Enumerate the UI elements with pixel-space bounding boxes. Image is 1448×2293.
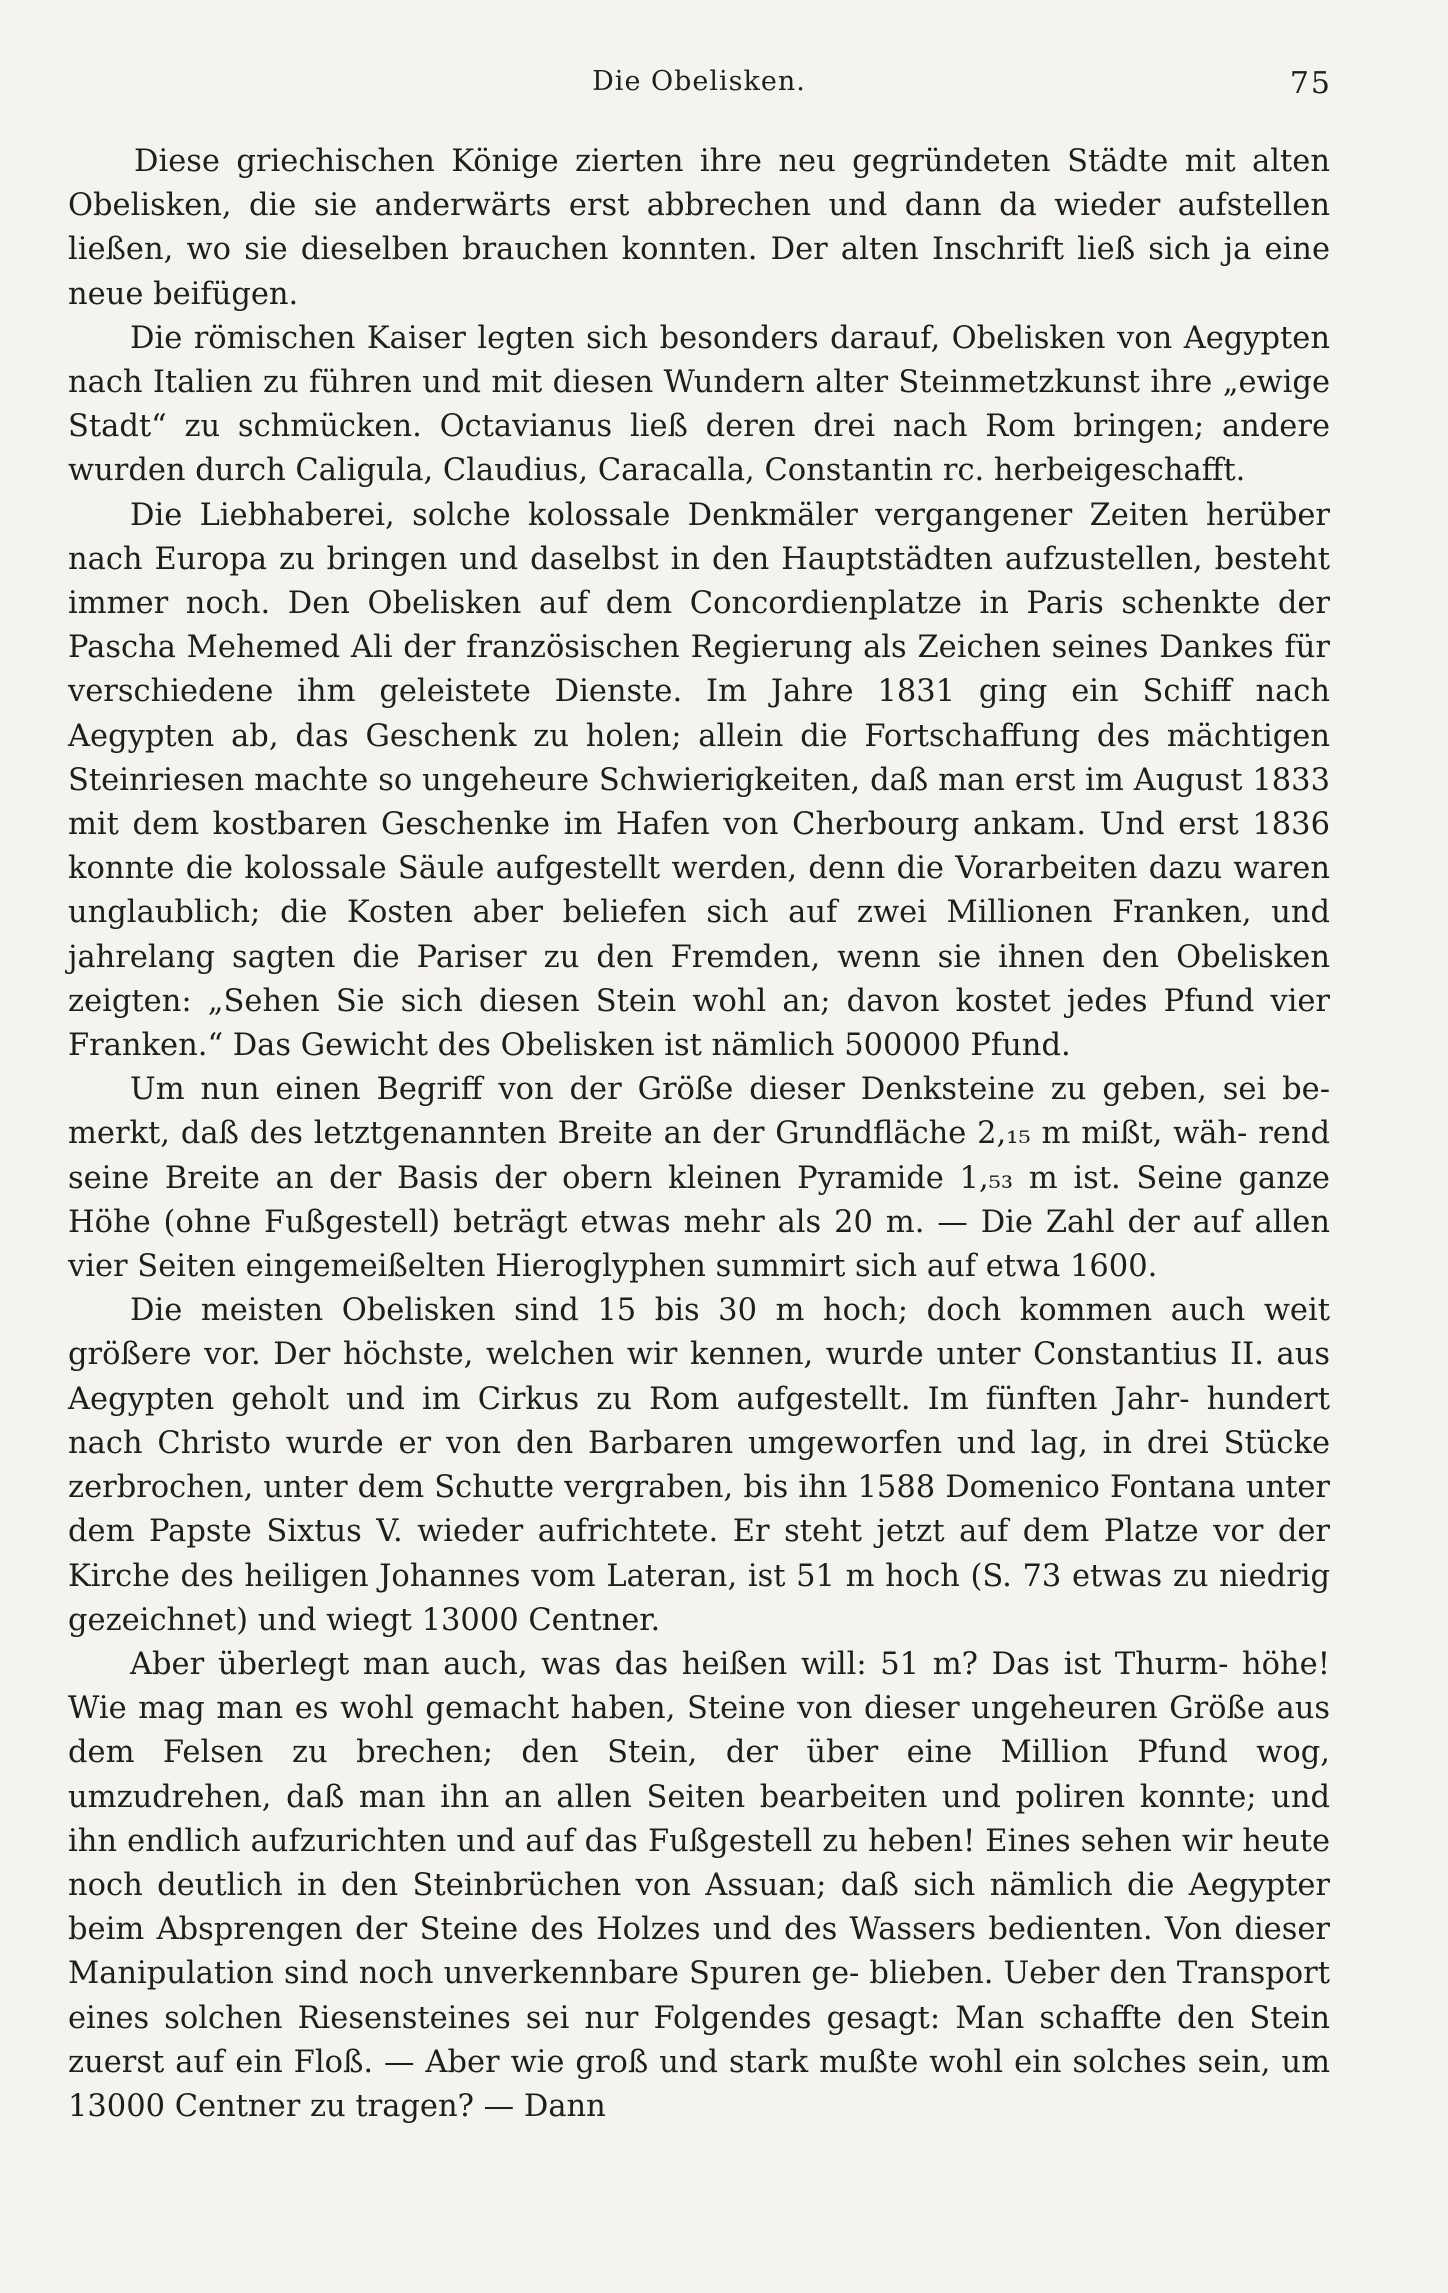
paragraph-roman-emperors: Die römischen Kaiser legten sich besonders darauf, Obelisken von Aegypten nach Italien zu führen und mit diesen Wundern alter Steinmetzkunst ihre „ewige Stadt“ zu schmücken. Octavianus ließ deren drei nach Rom bringen; andere wurden durch Caligula, Claudius, Caracalla, Constantin rc. herbeigeschafft.: [68, 320, 1330, 489]
paragraph-transport: Aber überlegt man auch, was das heißen will: 51 m? Das ist Thurm- höhe! Wie mag man es wohl gemacht haben, Steine von dieser ungeheuren Größe aus dem Felsen zu brechen; den Stein, der über eine Million Pfund wog, umzudrehen, daß man ihn an allen Seiten bearbeiten und poliren konnte; und ihn endlich aufzurichten und auf das Fußgestell zu heben! Eines sehen wir heute noch deutlich in den Steinbrüchen von Assuan; daß sich nämlich die Aegypter beim Absprengen der Steine des Holzes und des Wassers bedienten. Von dieser Manipulation sind noch unverkennbare Spuren ge- blieben. Ueber den Transport eines solchen Riesensteines sei nur Folgendes gesagt: Man schaffte den Stein zuerst auf ein Floß. — Aber wie groß und stark mußte wohl ein solches sein, um 13000 Centner zu tragen? — Dann: [68, 1646, 1330, 2124]
paragraph-dimensions: Um nun einen Begriff von der Größe dieser Denksteine zu geben, sei be- merkt, daß des letztgenannten Breite an der Grundfläche 2,₁₅ m mißt, wäh- rend seine Breite an der Basis der obern kleinen Pyramide 1,₅₃ m ist. Seine ganze Höhe (ohne Fußgestell) beträgt etwas mehr als 20 m. — Die Zahl der auf allen vier Seiten eingemeißelten Hieroglyphen summirt sich auf etwa 1600.: [68, 1072, 1330, 1285]
paragraph-lateran-obelisk: Die meisten Obelisken sind 15 bis 30 m hoch; doch kommen auch weit größere vor. Der höchste, welchen wir kennen, wurde unter Constantius II. aus Aegypten geholt und im Cirkus zu Rom aufgestellt. Im fünften Jahr- hundert nach Christo wurde er von den Barbaren umgeworfen und lag, in drei Stücke zerbrochen, unter dem Schutte vergraben, bis ihn 1588 Domenico Fontana unter dem Papste Sixtus V. wieder aufrichtete. Er steht jetzt auf dem Platze vor der Kirche des heiligen Johannes vom Lateran, ist 51 m hoch (S. 73 etwas zu niedrig gezeichnet) und wiegt 13000 Centner.: [68, 1293, 1330, 1638]
running-head: [66, 66, 1332, 106]
paragraph-paris-obelisk: Die Liebhaberei, solche kolossale Denkmäler vergangener Zeiten herüber nach Europa zu bringen und daselbst in den Hauptstädten aufzustellen, besteht immer noch. Den Obelisken auf dem Concordienplatze in Paris schenkte der Pascha Mehemed Ali der französischen Regierung als Zeichen seines Dankes für verschiedene ihm geleistete Dienste. Im Jahre 1831 ging ein Schiff nach Aegypten ab, das Geschenk zu holen; allein die Fortschaffung des mächtigen Steinriesen machte so ungeheure Schwierigkeiten, daß man erst im August 1833 mit dem kostbaren Geschenke im Hafen von Cherbourg ankam. Und erst 1836 konnte die kolossale Säule aufgestellt werden, denn die Vorarbeiten dazu waren unglaublich; die Kosten aber beliefen sich auf zwei Millionen Franken, und jahrelang sagten die Pariser zu den Fremden, wenn sie ihnen den Obelisken zeigten: „Sehen Sie sich diesen Stein wohl an; davon kostet jedes Pfund vier Franken.“ Das Gewicht des Obelisken ist nämlich 500000 Pfund.: [68, 497, 1330, 1064]
body-text: [68, 140, 1330, 2129]
paragraph-greek-kings: Diese griechischen Könige zierten ihre neu gegründeten Städte mit alten Obelisken, die sie anderwärts erst abbrechen und dann da wieder aufstellen ließen, wo sie dieselben brauchen konnten. Der alten Inschrift ließ sich ja eine neue beifügen.: [68, 144, 1330, 312]
running-title: Die Obelisken.: [592, 66, 806, 97]
page-number: 75: [1289, 66, 1332, 101]
